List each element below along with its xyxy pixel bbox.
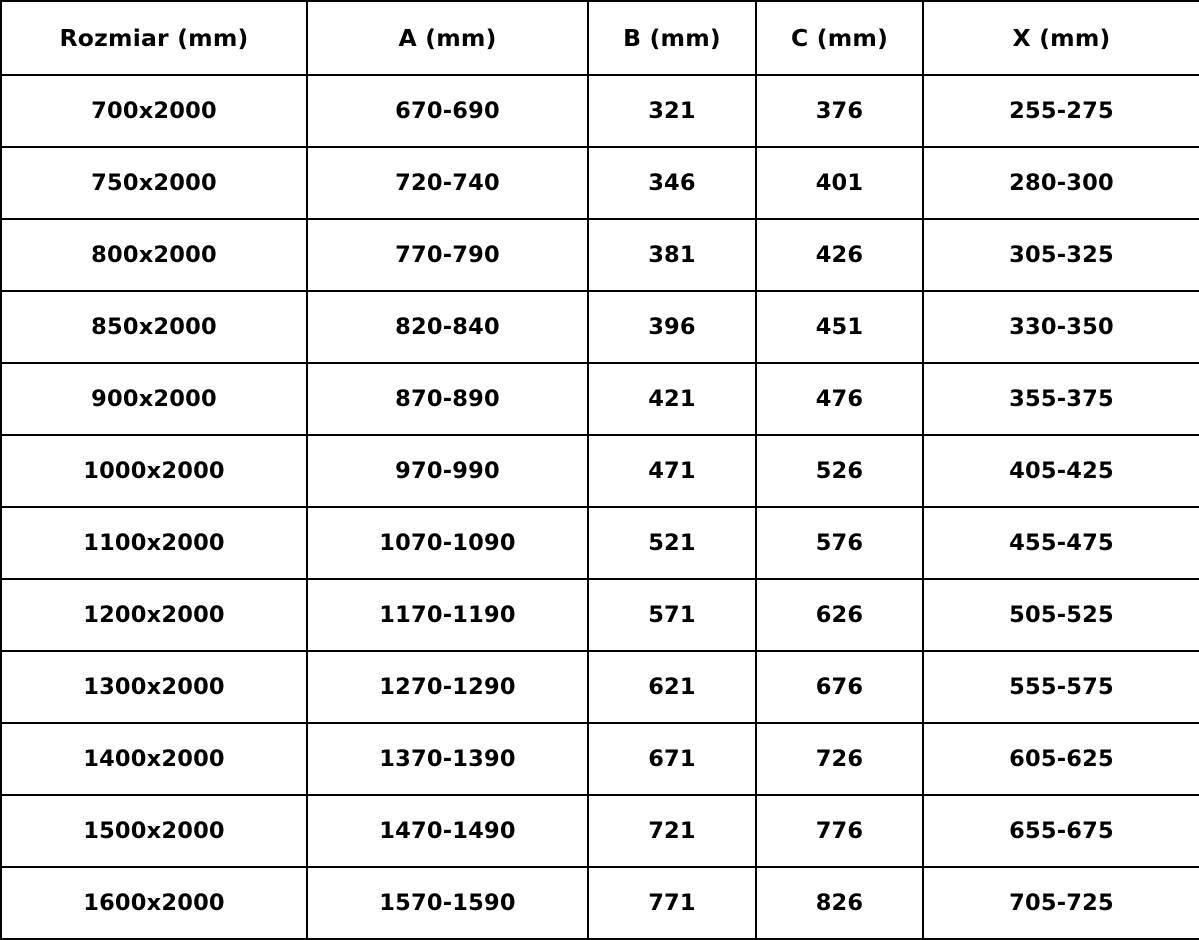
cell-x: 355-375 [923,363,1199,435]
cell-a: 720-740 [307,147,588,219]
cell-size: 850x2000 [1,291,307,363]
cell-size: 800x2000 [1,219,307,291]
cell-b: 471 [588,435,756,507]
table-row [1,795,1199,867]
cell-a: 870-890 [307,363,588,435]
cell-size: 750x2000 [1,147,307,219]
table-row [1,291,1199,363]
cell-b: 346 [588,147,756,219]
cell-x: 305-325 [923,219,1199,291]
cell-size: 900x2000 [1,363,307,435]
cell-x: 455-475 [923,507,1199,579]
column-header-rozmiar: Rozmiar (mm) [1,1,307,75]
cell-b: 381 [588,219,756,291]
cell-size: 1000x2000 [1,435,307,507]
cell-a: 1370-1390 [307,723,588,795]
cell-a: 1570-1590 [307,867,588,939]
cell-x: 655-675 [923,795,1199,867]
cell-size: 1100x2000 [1,507,307,579]
cell-size: 1500x2000 [1,795,307,867]
table-row [1,867,1199,939]
table-row [1,723,1199,795]
cell-b: 571 [588,579,756,651]
cell-c: 676 [756,651,923,723]
cell-a: 1270-1290 [307,651,588,723]
cell-x: 405-425 [923,435,1199,507]
cell-c: 476 [756,363,923,435]
cell-b: 521 [588,507,756,579]
cell-size: 1300x2000 [1,651,307,723]
cell-x: 255-275 [923,75,1199,147]
cell-x: 605-625 [923,723,1199,795]
cell-a: 820-840 [307,291,588,363]
table-row [1,75,1199,147]
cell-c: 401 [756,147,923,219]
cell-c: 426 [756,219,923,291]
cell-b: 671 [588,723,756,795]
cell-c: 376 [756,75,923,147]
table-row [1,147,1199,219]
cell-c: 526 [756,435,923,507]
cell-a: 1470-1490 [307,795,588,867]
cell-x: 330-350 [923,291,1199,363]
table-row [1,651,1199,723]
cell-c: 451 [756,291,923,363]
cell-x: 505-525 [923,579,1199,651]
cell-size: 1400x2000 [1,723,307,795]
cell-x: 280-300 [923,147,1199,219]
column-header-c: C (mm) [756,1,923,75]
cell-b: 771 [588,867,756,939]
cell-c: 726 [756,723,923,795]
cell-c: 826 [756,867,923,939]
cell-a: 670-690 [307,75,588,147]
cell-b: 621 [588,651,756,723]
column-header-b: B (mm) [588,1,756,75]
table-row [1,435,1199,507]
cell-a: 1070-1090 [307,507,588,579]
table-row [1,363,1199,435]
table-row [1,507,1199,579]
cell-c: 776 [756,795,923,867]
column-header-x: X (mm) [923,1,1199,75]
table-header-row [1,1,1199,75]
cell-b: 321 [588,75,756,147]
cell-a: 770-790 [307,219,588,291]
cell-b: 396 [588,291,756,363]
cell-b: 421 [588,363,756,435]
column-header-a: A (mm) [307,1,588,75]
cell-a: 1170-1190 [307,579,588,651]
cell-size: 1600x2000 [1,867,307,939]
cell-x: 555-575 [923,651,1199,723]
cell-c: 626 [756,579,923,651]
cell-b: 721 [588,795,756,867]
cell-a: 970-990 [307,435,588,507]
cell-size: 1200x2000 [1,579,307,651]
cell-x: 705-725 [923,867,1199,939]
table-row [1,579,1199,651]
cell-size: 700x2000 [1,75,307,147]
table-row [1,219,1199,291]
cell-c: 576 [756,507,923,579]
